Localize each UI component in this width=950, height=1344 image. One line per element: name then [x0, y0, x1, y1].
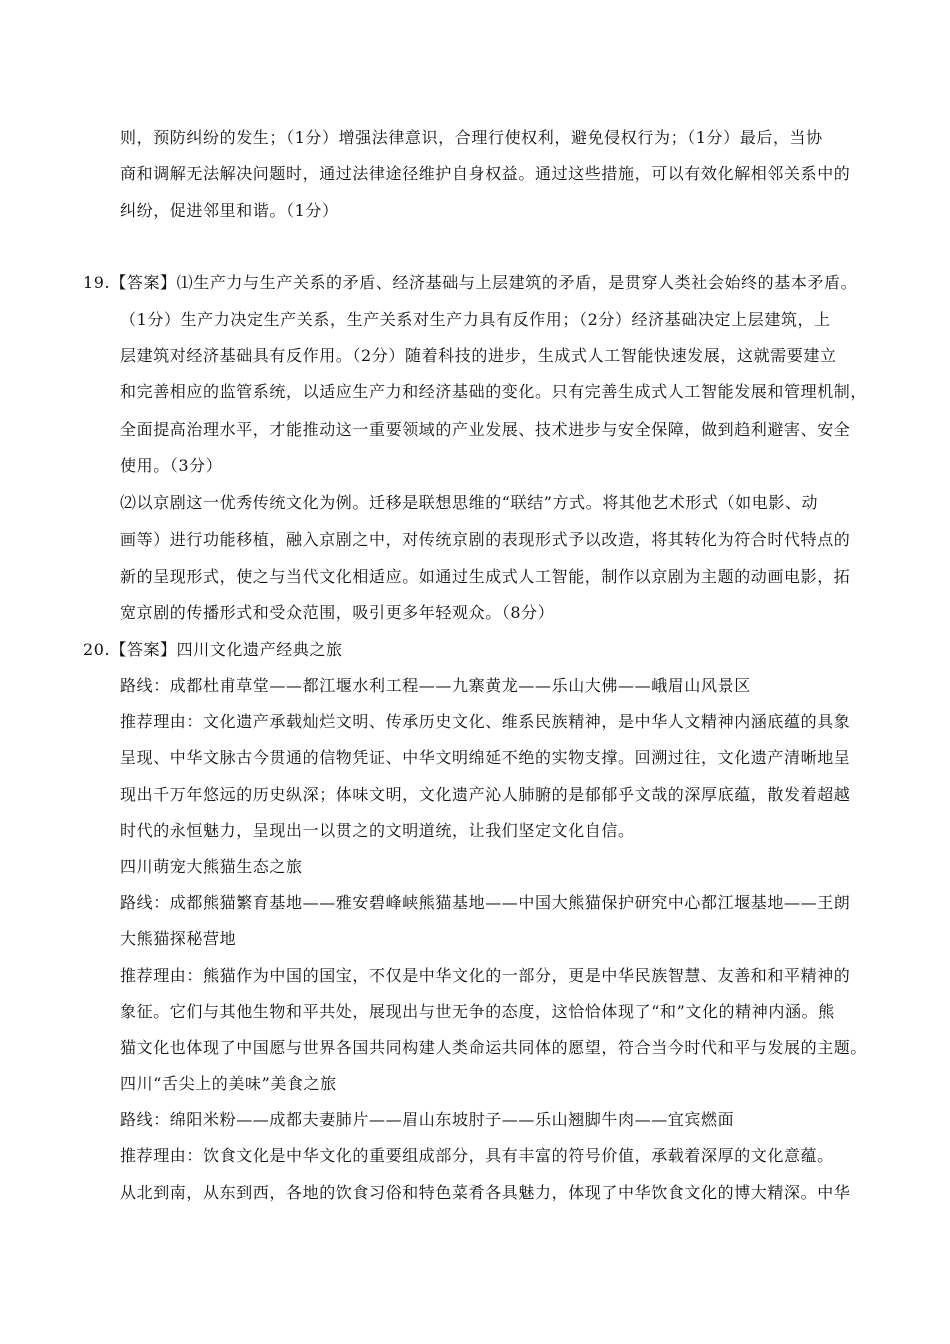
text-line: 推荐理由：饮食文化是中华文化的重要组成部分，具有丰富的符号价值，承载着深厚的文化意蕴。: [120, 1146, 834, 1165]
text-line: 层建筑对经济基础具有反作用。（2分）随着科技的进步，生成式人工智能快速发展，这就需要建立: [120, 346, 837, 365]
text-line: 推荐理由：熊猫作为中国的国宝，不仅是中华文化的一部分，更是中华民族智慧、友善和和平精神的: [120, 966, 851, 985]
question-19-answer-heading: 19.【答案】⑴生产力与生产关系的矛盾、经济基础与上层建筑的矛盾，是贯穿人类社会始终的基本矛盾。: [83, 273, 858, 292]
text-line: 全面提高治理水平，才能推动这一重要领域的产业发展、技术进步与安全保障，做到趋利避害、安全: [120, 420, 851, 439]
text-line: 现出千万年悠远的历史纵深；体味文明，文化遗产沁人肺腑的是郁郁乎文哉的深厚底蕴，散发着超越: [120, 785, 851, 804]
text-line: 路线：成都熊猫繁育基地——雅安碧峰峡熊猫基地——中国大熊猫保护研究中心都江堰基地——王朗: [120, 893, 851, 912]
text-line: 象征。它们与其他生物和平共处，展现出与世无争的态度，这恰恰体现了“和”文化的精神内涵。熊: [120, 1002, 835, 1021]
text-line: 画等）进行功能移植，融入京剧之中，对传统京剧的表现形式予以改造，将其转化为符合时代特点的: [120, 530, 851, 549]
text-line: 新的呈现形式，使之与当代文化相适应。如通过生成式人工智能，制作以京剧为主题的动画电影，拓: [120, 567, 851, 586]
text-line: 时代的永恒魅力，呈现出一以贯之的文明道统，让我们坚定文化自信。: [120, 821, 635, 840]
text-line: 从北到南，从东到西，各地的饮食习俗和特色菜肴各具魅力，体现了中华饮食文化的博大精深。中华: [120, 1183, 851, 1202]
text-line: （1分）生产力决定生产关系，生产关系对生产力具有反作用；（2分）经济基础决定上层建筑，上: [120, 310, 831, 329]
text-line: 宽京剧的传播形式和受众范围，吸引更多年轻观众。（8分）: [120, 603, 555, 622]
text-line: 则，预防纠纷的发生；（1分）增强法律意识，合理行使权利，避免侵权行为；（1分）最后，当协: [120, 128, 823, 147]
text-line: 四川萌宠大熊猫生态之旅: [120, 857, 303, 876]
text-line: ⑵以京剧这一优秀传统文化为例。迁移是联想思维的“联结”方式。将其他艺术形式（如电影、动: [120, 493, 819, 512]
text-line: 纠纷，促进邻里和谐。（1分）: [120, 201, 339, 220]
text-line: 商和调解无法解决问题时，通过法律途径维护自身权益。通过这些措施，可以有效化解相邻关系中的: [120, 164, 851, 183]
question-20-answer-heading: 20.【答案】四川文化遗产经典之旅: [83, 640, 343, 659]
text-line: 推荐理由：文化遗产承载灿烂文明、传承历史文化、维系民族精神，是中华人文精神内涵底蕴的具象: [120, 712, 851, 731]
text-line: 四川“舌尖上的美味”美食之旅: [120, 1074, 337, 1093]
text-line: 猫文化也体现了中国愿与世界各国共同构建人类命运共同体的愿望，符合当今时代和平与发展的主题。: [120, 1038, 868, 1057]
text-line: 使用。（3分）: [120, 456, 223, 475]
text-line: 大熊猫探秘营地: [120, 929, 237, 948]
text-line: 呈现、中华文脉古今贯通的信物凭证、中华文明绵延不绝的实物支撑。回溯过往，文化遗产清晰地呈: [120, 748, 851, 767]
text-line: 路线：成都杜甫草堂——都江堰水利工程——九寨黄龙——乐山大佛——峨眉山风景区: [120, 676, 751, 695]
text-line: 和完善相应的监管系统，以适应生产力和经济基础的变化。只有完善生成式人工智能发展和管理机制，: [120, 382, 868, 401]
text-line: 路线：绵阳米粉——成都夫妻肺片——眉山东坡肘子——乐山翘脚牛肉——宜宾燃面: [120, 1110, 735, 1129]
